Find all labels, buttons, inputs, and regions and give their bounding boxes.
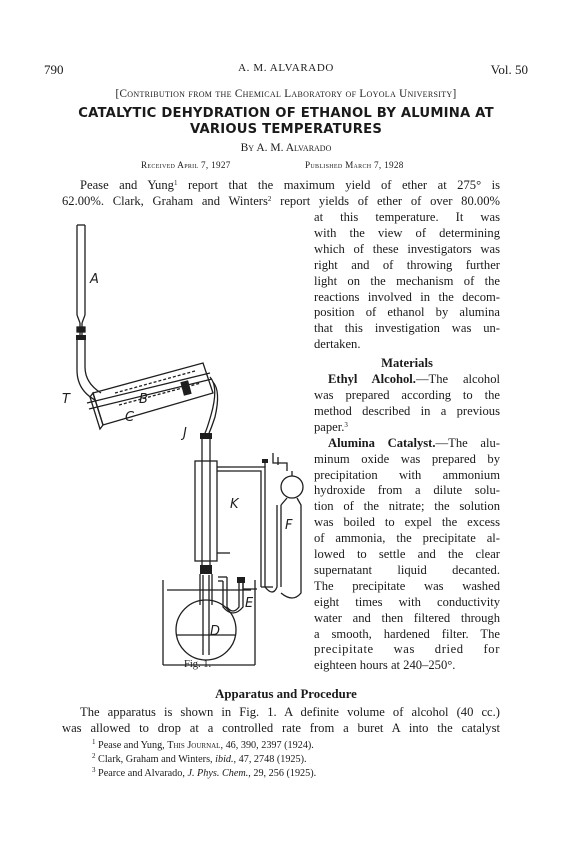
label-c: C bbox=[125, 410, 135, 425]
footnote-ref-3: 3 bbox=[344, 420, 348, 429]
footnote-1: $^1$ Pease and Yung, This Journal, 46, 390, 2397 (1924). bbox=[92, 738, 314, 751]
text-line: light on the mechanism of the bbox=[314, 273, 500, 288]
text-line: paper.$^3$ bbox=[314, 419, 348, 434]
byline: By A. M. Alvarado bbox=[240, 142, 332, 154]
footnote-ref-1: 1 bbox=[173, 179, 178, 187]
condenser-k bbox=[195, 439, 230, 574]
materials-heading: Materials bbox=[381, 356, 433, 371]
intro-line-2: 62.00%. Clark, Graham and Winters$^2$ report yields of ether of over 80.00% bbox=[62, 194, 501, 208]
text-line: was prepared according to the bbox=[314, 387, 500, 402]
text-line: lowed to settle and the clear bbox=[314, 547, 500, 562]
text-line: of ammonia, the precipitate al- bbox=[314, 531, 500, 546]
text-line: water and then filtered through bbox=[314, 610, 500, 625]
text-line: was boiled to expel the excess bbox=[314, 515, 500, 530]
text-line: position of ethanol by alumina bbox=[314, 305, 500, 320]
text-line: eight times with conductivity bbox=[314, 594, 500, 609]
text-line: at this temperature. It was bbox=[314, 210, 500, 224]
label-d: D bbox=[210, 624, 221, 639]
page-number: 790 bbox=[44, 62, 64, 77]
apparatus-line-1: The apparatus is shown in Fig. 1. A definite volume of alcohol (40 cc.) bbox=[80, 705, 500, 719]
published-date: Published March 7, 1928 bbox=[305, 160, 404, 170]
text-line: supernatant liquid decanted. bbox=[314, 562, 500, 577]
label-k: K bbox=[230, 497, 239, 512]
text-line: with the view of determining bbox=[314, 225, 500, 240]
text-line: a smooth, hardened filter. The bbox=[314, 626, 500, 641]
ethyl-alcohol-label: Ethyl Alcohol. bbox=[328, 372, 416, 387]
footnote-ref-2: 2 bbox=[267, 195, 272, 203]
figure-caption: Fig. 1. bbox=[184, 659, 212, 670]
text-line: right and of throwing further bbox=[314, 257, 500, 272]
apparatus-heading: Apparatus and Procedure bbox=[215, 687, 357, 701]
label-a: A bbox=[90, 272, 99, 287]
alumina-catalyst-label: Alumina Catalyst. bbox=[328, 435, 436, 450]
text-line: precipitation with ammonium bbox=[314, 467, 500, 482]
article-title-line-2: VARIOUS TEMPERATURES bbox=[189, 122, 383, 137]
label-e: E bbox=[245, 596, 254, 611]
text-line: The precipitate was washed bbox=[314, 578, 500, 593]
text-line: eighteen hours at 240–250°. bbox=[314, 658, 456, 673]
text-line: tion of the nitrate; the solution bbox=[314, 499, 500, 514]
received-date: Received April 7, 1927 bbox=[141, 160, 231, 170]
label-b: B bbox=[139, 392, 148, 407]
intro-column bbox=[314, 210, 500, 674]
article-title-line-1: CATALYTIC DEHYDRATION OF ETHANOL BY ALUMINA AT bbox=[78, 106, 494, 121]
volume-number: Vol. 50 bbox=[490, 62, 528, 77]
text-line: hydroxide from a dilute solu- bbox=[314, 483, 500, 498]
text-line: precipitate was dried for bbox=[314, 642, 500, 657]
text-line: method described in a previous bbox=[314, 403, 500, 418]
buret-a bbox=[77, 225, 85, 335]
text-line: Alumina Catalyst.—The alu- bbox=[328, 435, 500, 450]
text-line: dertaken. bbox=[314, 337, 361, 352]
text-line: reactions involved in the decom- bbox=[314, 289, 500, 304]
text-line: which of these investigators was bbox=[314, 241, 500, 256]
footnote-2: $^2$ Clark, Graham and Winters, ibid., 47, 2748 (1925). bbox=[92, 752, 307, 765]
contribution-line: [Contribution from the Chemical Laboratory of Loyola University] bbox=[115, 88, 457, 100]
label-t: T bbox=[62, 392, 70, 407]
text-line: Ethyl Alcohol.—The alcohol bbox=[328, 372, 501, 387]
label-f: F bbox=[285, 518, 293, 533]
apparatus-figure bbox=[55, 215, 315, 680]
text-line: that this investigation was un- bbox=[314, 321, 500, 336]
apparatus-line-2: was allowed to drop at a controlled rate from a buret A into the catalyst bbox=[62, 721, 500, 735]
label-j: J bbox=[183, 426, 187, 441]
furnace-c bbox=[87, 363, 213, 429]
intro-line-1: Pease and Yung$^1$ report that the maximum yield of ether at 275° is bbox=[80, 178, 500, 192]
running-author: A. M. ALVARADO bbox=[238, 62, 334, 74]
text-line: minum oxide was prepared by bbox=[314, 451, 500, 466]
footnote-3: $^3$ Pearce and Alvarado, J. Phys. Chem., 29, 256 (1925). bbox=[92, 766, 317, 779]
